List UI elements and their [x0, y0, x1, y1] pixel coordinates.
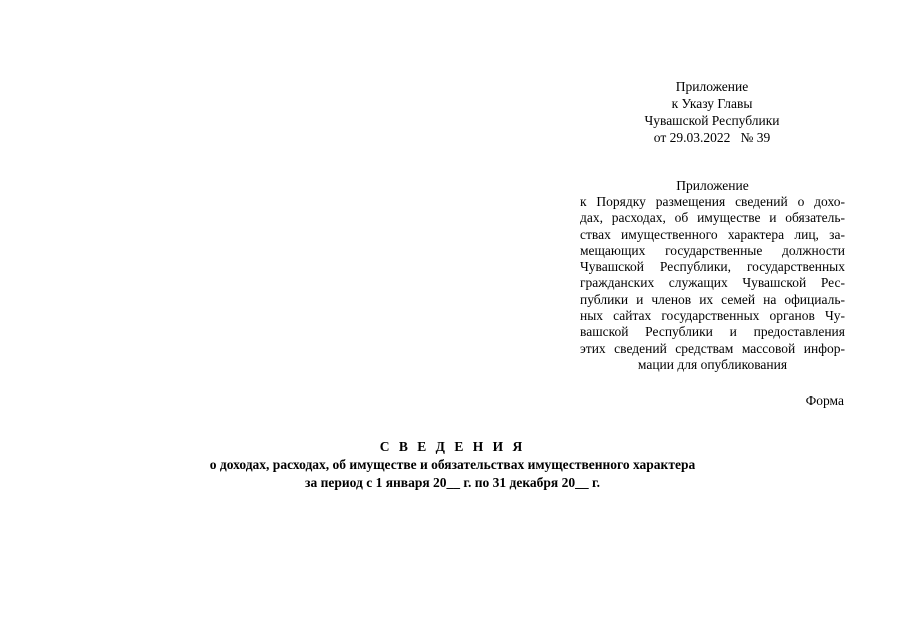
procedure-text-line: мещающих государственные должности: [580, 242, 845, 258]
appendix-procedure-label: Приложение: [676, 178, 749, 193]
appendix-procedure-text: [580, 194, 845, 373]
decree-date-number: от 29.03.2022 № 39: [653, 130, 771, 145]
appendix-label: Приложение: [675, 79, 749, 94]
decree-reference: к Указу Главы: [671, 96, 753, 111]
procedure-text-line: ных сайтах государственных органов Чу-: [580, 308, 845, 324]
document-subtitle-line2: за период с 1 января 20__ г. по 31 декабря 20__ г.: [305, 475, 600, 490]
procedure-text-line: Чувашской Республики, государственных: [580, 259, 845, 275]
procedure-text-line: публики и членов их семей на официаль-: [580, 291, 845, 307]
document-title: С В Е Д Е Н И Я: [379, 439, 526, 454]
procedure-text-line: вашской Республики и предоставления: [580, 324, 845, 340]
form-label: Форма: [805, 393, 844, 408]
procedure-text-line: этих сведений средствам массовой инфор-: [580, 340, 845, 356]
republic-name: Чувашской Республики: [644, 113, 780, 128]
procedure-text-line: к Порядку размещения сведений о дохо-: [580, 194, 845, 209]
procedure-text-last-line: мации для опубликования: [637, 356, 788, 372]
document-subtitle-line1: о доходах, расходах, об имуществе и обязательствах имущественного характера: [209, 457, 696, 472]
procedure-text-line: дах, расходах, об имуществе и обязатель-: [580, 210, 845, 226]
procedure-text-line: гражданских служащих Чувашской Рес-: [580, 275, 845, 291]
document-heading: [150, 438, 755, 492]
appendix-decree-header: [612, 78, 812, 146]
procedure-text-line: ствах имущественного характера лиц, за-: [580, 226, 845, 242]
